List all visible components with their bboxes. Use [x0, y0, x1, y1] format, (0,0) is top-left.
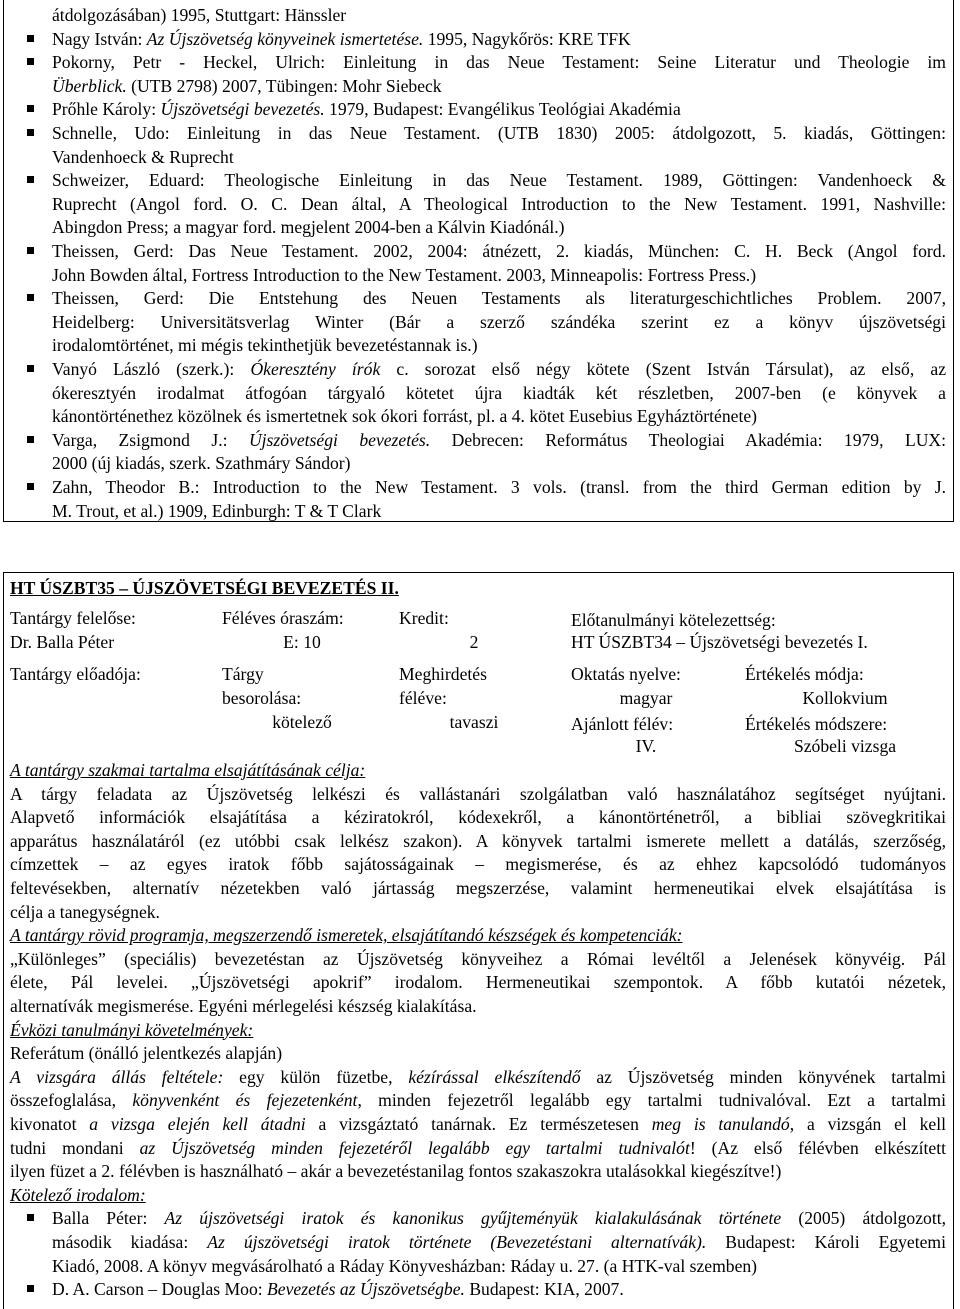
- bullet-icon: [27, 365, 34, 372]
- list-item-line: kánontörténethez közölnek és ismertetnek sok ókori forrást, pl. a 4. kötet Eusebius Egyháztörténete): [52, 406, 757, 427]
- felelos-label: Tantárgy felelőse:: [10, 608, 136, 628]
- list-item-line: Theissen, Gerd: Das Neue Testament. 2002, 2004: átnézett, 2. kiadás, München: C. H. Beck (Angol ford.: [52, 241, 946, 261]
- evkozi-text: ilyen füzet a 2. félévben is használható – akár a bevezetéstanilag fontos szakaszokra utalásokkal kiegészítve!): [10, 1161, 782, 1182]
- bullet-icon: [27, 35, 34, 42]
- cel-text: feltevésekben, alternatív nézetekben való jártasság megszerzése, valamint hermeneutikai elvek elsajátítása is: [10, 878, 946, 898]
- evkozi-text: összefoglalása, könyvenként és fejezetenként, minden fejezetről legalább egy tartalmi tudnivalóval. Ezt a tartalmi: [10, 1090, 946, 1111]
- evkozi-text: Referátum (önálló jelentkezés alapján): [10, 1043, 283, 1064]
- list-item-line: Nagy István: Az Újszövetség könyveinek ismertetése. 1995, Nagykőrös: KRE TFK: [52, 28, 631, 49]
- ertekeles-mod-value: Kollokvium: [802, 688, 888, 708]
- bullet-icon: [27, 294, 34, 301]
- evkozi-text: kivonatot a vizsga elején kell átadni a vizsgáztató tanárnak. Ez természetesen meg is tanulandó, a vizsgán el kell: [10, 1114, 947, 1134]
- list-item-line: Schweizer, Eduard: Theologische Einleitung in das Neue Testament. 1989, Göttingen: Vandenhoeck &: [52, 170, 946, 191]
- irodalom-item-line: Balla Péter: Az újszövetségi iratok és kanonikus gyűjteményük kialakulásának története (2005) átdolgozott,: [52, 1208, 947, 1229]
- meghirdetes-value: tavaszi: [449, 712, 499, 732]
- list-item-line: Schnelle, Udo: Einleitung in das Neue Testament. (UTB 1830) 2005: átdolgozott, 5. kiadás, Göttingen:: [52, 123, 946, 143]
- ertekeles-modszer-value: Szóbeli vizsga: [793, 736, 897, 756]
- eloado-label: Tantárgy előadója:: [10, 664, 141, 684]
- bullet-icon: [27, 483, 34, 490]
- ajanlott-felev-label: Ajánlott félév:: [571, 714, 674, 734]
- list-item-line: Prőhle Károly: Újszövetségi bevezetés. 1979, Budapest: Evangélikus Teológiai Akadémia: [52, 99, 681, 120]
- bullet-icon: [27, 436, 34, 443]
- oraszam-value: E: 10: [283, 632, 321, 652]
- cel-text: Alapvető információk elsajátítása a kéziratokról, kódexekről, a kánontörténetről, a bibliai szövegkritikai: [10, 807, 946, 828]
- bullet-icon: [27, 176, 34, 183]
- bullet-icon: [27, 1285, 34, 1292]
- elotan-label: Előtanulmányi kötelezettség:: [571, 610, 776, 630]
- kredit-value: 2: [469, 632, 479, 652]
- irodalom-heading: Kötelező irodalom:: [10, 1184, 146, 1205]
- oraszam-label: Féléves óraszám:: [222, 608, 344, 628]
- cel-heading: A tantárgy szakmai tartalma elsajátításának célja:: [10, 760, 366, 780]
- besorolas-label: Tárgy: [222, 664, 264, 684]
- list-item-line: irodalomtörténet, mi mégis tekinthetjük bevezetéstannak is.): [52, 335, 478, 356]
- list-item-line: Pokorny, Petr - Heckel, Ulrich: Einleitung in das Neue Testament: Seine Literatur und Theologie im: [52, 52, 946, 73]
- list-item-continuation: átdolgozásában) 1995, Stuttgart: Hänssler: [52, 5, 347, 25]
- bullet-icon: [27, 247, 34, 254]
- list-item-line: Heidelberg: Universitätsverlag Winter (Bár a szerző szándéka szerint ez a könyv újszövetségi: [52, 311, 946, 332]
- list-item-line: Varga, Zsigmond J.: Újszövetségi bevezetés. Debrecen: Református Theologiai Akadémia: 1979, LUX:: [52, 429, 946, 450]
- besorolas-label: besorolása:: [222, 688, 302, 708]
- cel-text: apparátus használatáról (ez utóbbi csak lelkész szakon). A könyvek tartalmi ismerete mellett a datálás, szerzőség,: [10, 830, 946, 851]
- course-code-title: HT ÚSZBT35 – ÚJSZÖVETSÉGI BEVEZETÉS II.: [10, 578, 399, 598]
- cel-text: A tárgy feladata az Újszövetség lelkészi és vallástanári szolgálatban való használatához segítséget nyújtani.: [10, 783, 946, 804]
- list-item-line: Theissen, Gerd: Die Entstehung des Neuen Testaments als literaturgeschichtliches Problem. 2007,: [52, 288, 946, 309]
- list-item-line: Zahn, Theodor B.: Introduction to the New Testament. 3 vols. (transl. from the third German edition by J.: [52, 477, 946, 497]
- nyelv-value: magyar: [619, 688, 673, 708]
- program-text: alternatívák megismerése. Egyéni mérlegelési készség kialakítása.: [10, 996, 477, 1016]
- ajanlott-felev-value: IV.: [635, 736, 657, 756]
- program-heading: A tantárgy rövid programja, megszerzendő ismeretek, elsajátítandó készségek és kompetenciák:: [10, 925, 683, 946]
- cel-text: címzettek – az egyes iratok főbb sajátosságainak – megismerése, és az ehhez kapcsolódó tudományos: [10, 854, 946, 875]
- bullet-icon: [27, 1214, 34, 1221]
- evkozi-text: A vizsgára állás feltétele: egy külön füzetbe, kézírással elkészítendő az Újszövetség minden könyvének tartalmi: [10, 1066, 946, 1087]
- elotan-value: HT ÚSZBT34 – Újszövetségi bevezetés I.: [571, 632, 868, 652]
- felelos-value: Dr. Balla Péter: [10, 632, 115, 652]
- bullet-icon: [27, 129, 34, 136]
- list-item-line: John Bowden által, Fortress Introduction to the New Testament. 2003, Minneapolis: Fortress Press.): [52, 264, 757, 285]
- irodalom-item-line: második kiadása: Az újszövetségi iratok története (Bevezetéstani alternatívák). Budapest: Károli Egyetemi: [52, 1232, 946, 1252]
- list-item-line: Überblick. (UTB 2798) 2007, Tübingen: Mohr Siebeck: [52, 75, 442, 96]
- list-item-line: ókeresztyén irodalmat átfogóan tárgyaló kötetet újra kiadták két részletben, 2007-ben (e könyvek a: [52, 382, 946, 403]
- list-item-line: M. Trout, et al.) 1909, Edinburgh: T & T Clark: [52, 500, 382, 521]
- nyelv-label: Oktatás nyelve:: [571, 664, 681, 684]
- list-item-line: Vanyó László (szerk.): Ókeresztény írók c. sorozat első négy kötete (Szent István Társulat), az első, az: [52, 359, 946, 379]
- evkozi-heading: Évközi tanulmányi követelmények:: [10, 1019, 254, 1040]
- besorolas-value: kötelező: [272, 712, 332, 732]
- ertekeles-modszer-label: Értékelés módszere:: [745, 714, 888, 734]
- irodalom-item-line: Kiadó, 2008. A könyv megvásárolható a Ráday Könyvesházban: Ráday u. 27. (a HTK-val szemben): [52, 1255, 758, 1276]
- cel-text: célja a tanegységnek.: [10, 901, 160, 922]
- evkozi-text: tudni mondani az Újszövetség minden fejezetéről legalább egy tartalmi tudnivalót! (Az első félévben elkészített: [10, 1137, 946, 1158]
- bullet-icon: [27, 105, 34, 112]
- bullet-icon: [27, 58, 34, 65]
- list-item-line: 2000 (új kiadás, szerk. Szathmáry Sándor): [52, 453, 351, 474]
- ertekeles-mod-label: Értékelés módja:: [745, 664, 864, 684]
- meghirdetes-label: Meghirdetés: [399, 664, 487, 684]
- kredit-label: Kredit:: [399, 608, 449, 628]
- list-item-line: Ruprecht (Angol ford. O. C. Dean által, A Theological Introduction to the New Testament. 1991, Nashville:: [52, 193, 946, 214]
- irodalom-item-line: D. A. Carson – Douglas Moo: Bevezetés az Újszövetségbe. Budapest: KIA, 2007.: [52, 1279, 624, 1300]
- list-item-line: Vandenhoeck & Ruprecht: [52, 146, 234, 167]
- meghirdetes-label: féléve:: [399, 688, 447, 708]
- program-text: élete, Pál levelei. „Újszövetségi apokrif” irodalom. Hermeneutikai szempontok. A főbb kutatói nézetek,: [10, 972, 946, 993]
- list-item-line: Abingdon Press; a magyar ford. megjelent 2004-ben a Kálvin Kiadónál.): [52, 217, 565, 238]
- program-text: „Különleges” (speciális) bevezetéstan az Újszövetség könyveihez a Római levéltől a Jelenések könyvéig. Pál: [10, 948, 946, 969]
